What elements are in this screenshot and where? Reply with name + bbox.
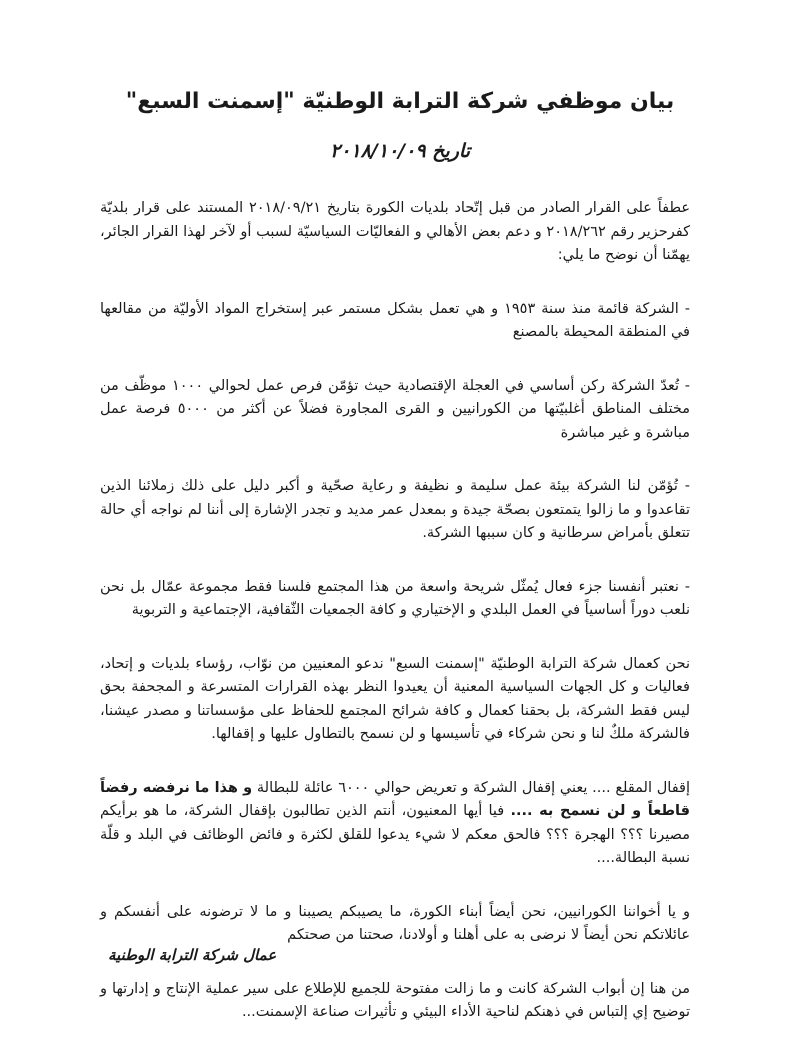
paragraph-intro: عطفاً على القرار الصادر من قبل إتّحاد بلديات الكورة بتاريخ ٢٠١٨/٠٩/٢١ المستند على قرار بلديّة كفرحزير رقم ٢٠١٨/٢٦٢ و دعم بعض الأهالي و الفعاليّات السياسيّة لسبب أو لآخر لهذا القرار الجائر، يهمّنا أن نوضح ما يلي: [100,200,690,263]
document-date [60,140,740,162]
paragraph-point-4: - نعتبر أنفسنا جزء فعال يُمثّل شريحة واسعة من هذا المجتمع فلسنا فقط مجموعة عمّال بل نحن نلعب دوراً أساسياً في العمل البلدي و الإختياري و كافة الجمعيات الثّقافية، الإجتماعية و التربوية [100,578,690,618]
date-value: ٢٠١٨/١٠/٠٩ [330,140,426,162]
paragraph-point-3: - تُؤمّن لنا الشركة بيئة عمل سليمة و نظيفة و رعاية صحّية و أكبر دليل على ذلك زملائنا الذين تقاعدوا و ما زالوا يتمتعون بصحّة جيدة و بمعدل عمر مديد و تجدر الإشارة إلى أننا لم نواجه أي حالة تتعلق بأمراض سرطانية و كان سببها الشركة. [100,478,690,541]
quarry-text-2: فيا أيها المعنيون، أنتم الذين تطالبون بإقفال الشركة، ما هو برأيكم مصيرنا ؟؟؟ الهجرة ؟؟؟ فالحق معكم لا شيء يدعوا للقلق لكثرة و فائض الوظائف في البلد و قلّة نسبة البطالة.... [100,803,690,866]
document-title: بيان موظفي شركة الترابة الوطنيّة "إسمنت السبع" [125,89,675,114]
date-label: تاريخ [432,140,470,162]
paragraph-koura-neighbors: و يا أخواننا الكورانيين، نحن أيضاً أبناء الكورة، ما يصيبكم يصيبنا و ما لا ترضونه على أنفسكم و عائلاتكم نحن أيضاً لا نرضى به على أهلنا و أولادنا، صحتنا من صحتكم [100,903,690,943]
paragraph-point-1: - الشركة قائمة منذ سنة ١٩٥٣ و هي تعمل بشكل مستمر عبر إستخراج المواد الأوليّة من مقالعها في المنطقة المحيطة بالمصنع [100,300,690,340]
paragraph-point-2: - تُعدّ الشركة ركن أساسي في العجلة الإقتصادية حيث تؤمّن فرص عمل لحوالي ١٠٠٠ موظّف من مختلف المناطق أغلبيّتها من الكورانيين و القرى المجاورة فضلاً عن أكثر من ٥٠٠٠ فرصة عمل مباشرة و غير مباشرة [100,377,690,441]
paragraph-quarry-closure [100,777,690,871]
document-body [100,197,690,1055]
paragraph-appeal: نحن كعمال شركة الترابة الوطنيّة "إسمنت السبع" ندعو المعنيين من نوّاب، رؤساء بلديات و إتحاد، فعاليات و كل الجهات السياسية المعنية أن يعيدوا النظر بهذه القرارات المتسرعة و المجحفة بحق ليس فقط الشركة، بل بحقنا كعمال و كافة شرائح المجتمع للحفاظ على مؤسساتنا و مصدر عيشنا، فالشركة ملكٌ لنا و نحن شركاء في تأسيسها و لن نسمح بالتطاول عليها و إقفالها. [100,655,690,742]
document-signature: عمال شركة الترابة الوطنية [108,946,277,964]
quarry-text-1: إقفال المقلع .... يعني إقفال الشركة و تعريض حوالي ٦٠٠٠ عائلة للبطالة [252,779,690,796]
quarry-text-emphasis: و هذا ما نرفضه رفضاً قاطعاً و لن نسمح به .... [100,779,690,819]
paragraph-open-doors: من هنا إن أبواب الشركة كانت و ما زالت مفتوحة للجميع للإطلاع على سير عملية الإنتاج و إدارتها و توضيح إي إلتباس في ذهنكم لناحية الأداء البيئي و تأثيرات صناعة الإسمنت... [100,980,690,1020]
